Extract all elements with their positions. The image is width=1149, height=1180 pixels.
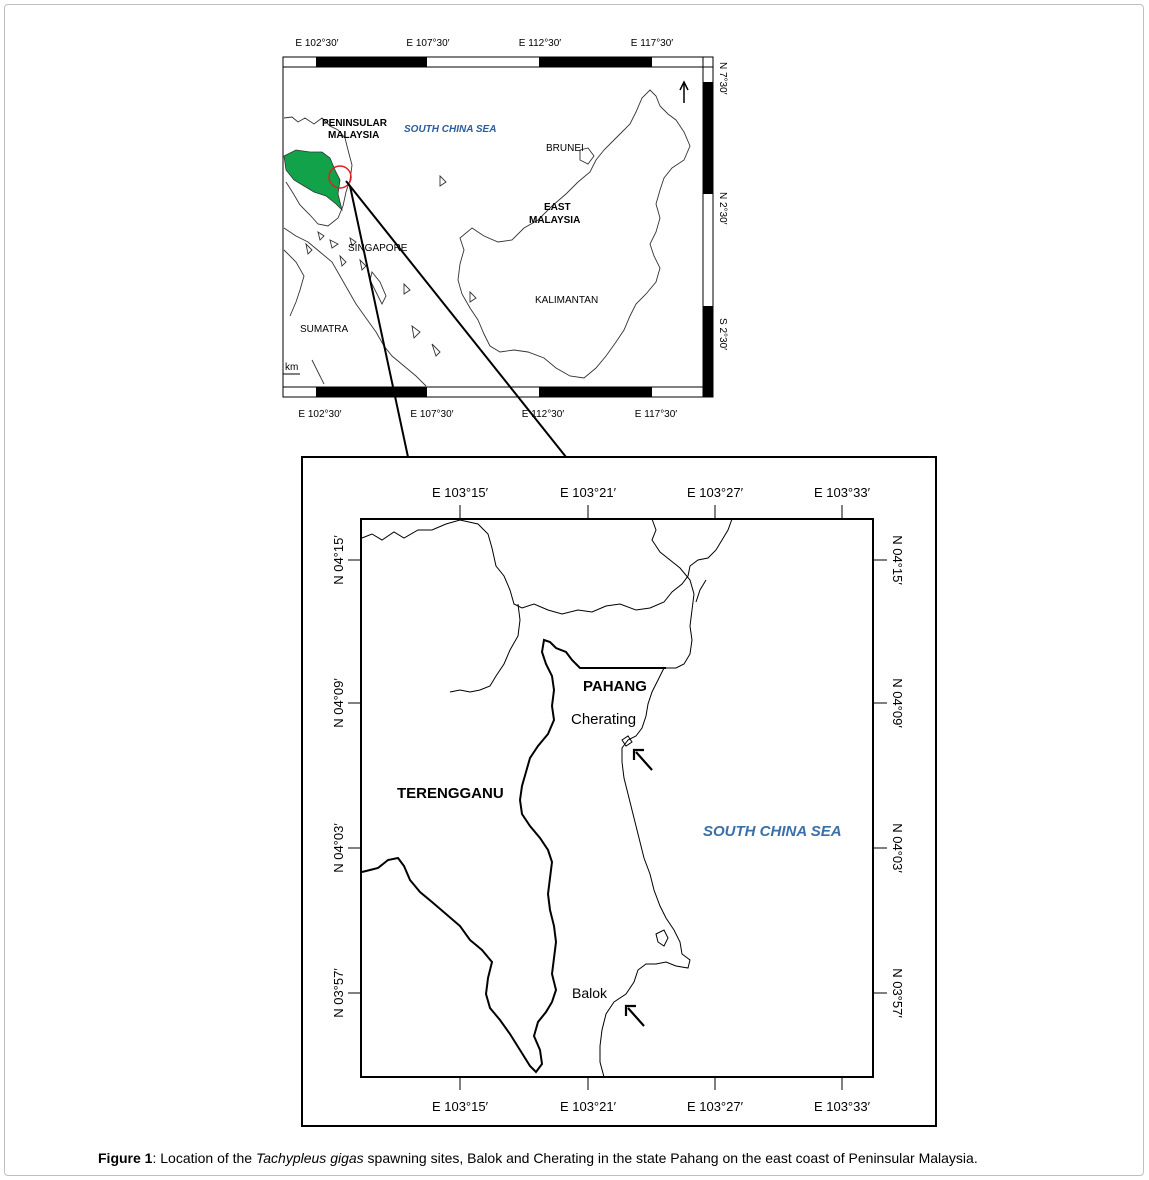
detail-map (302, 457, 936, 1126)
map-label-cherating: Cherating (571, 711, 637, 728)
caption-text: : Location of the (152, 1150, 256, 1166)
cherating-arrow-icon (634, 750, 652, 770)
detail-right-tick: N 04°15′ (890, 535, 905, 585)
detail-left-tick: N 04°09′ (331, 678, 346, 728)
scale-bar (539, 57, 652, 67)
map-label-east-malaysia: MALAYSIA (529, 215, 581, 226)
map-label-pahang: PAHANG (583, 678, 647, 695)
figure-caption (98, 1150, 1098, 1166)
detail-right-tick: N 04°09′ (890, 678, 905, 728)
scale-bar (703, 306, 713, 397)
map-label-terengganu: TERENGGANU (397, 785, 504, 802)
overview-bottom-tick: E 102°30′ (298, 409, 342, 420)
scale-bar (316, 57, 427, 67)
detail-top-tick: E 103°33′ (813, 485, 871, 500)
detail-left-tick: N 03°57′ (331, 968, 346, 1018)
state-boundaries (362, 640, 666, 1072)
scale-label: km (285, 362, 299, 373)
connector-line (350, 186, 408, 457)
detail-left-tick: N 04°03′ (331, 823, 346, 873)
map-label-south-china-sea: SOUTH CHINA SEA (404, 124, 497, 135)
pahang-highlight (284, 150, 342, 210)
overview-bottom-tick: E 117°30′ (634, 409, 678, 420)
caption-species: Tachypleus gigas (256, 1150, 364, 1166)
detail-top-tick: E 103°21′ (559, 485, 617, 500)
map-label-malaysia: MALAYSIA (328, 130, 380, 141)
detail-right-tick: N 04°03′ (890, 823, 905, 873)
overview-top-tick: E 102°30′ (295, 38, 339, 49)
overview-top-tick: E 117°30′ (630, 38, 674, 49)
overview-map (283, 38, 728, 420)
map-label-south-china-sea: SOUTH CHINA SEA (703, 823, 842, 840)
overview-right-tick: N 7°30′ (717, 62, 728, 95)
overview-frame (283, 57, 713, 397)
caption-figure-label: Figure 1 (98, 1150, 153, 1166)
detail-top-tick: E 103°15′ (431, 485, 489, 500)
detail-bottom-tick: E 103°27′ (686, 1099, 744, 1114)
detail-left-tick: N 04°15′ (331, 535, 346, 585)
map-label-kalimantan: KALIMANTAN (535, 295, 599, 306)
overview-top-tick: E 112°30′ (518, 38, 562, 49)
scale-bar (316, 387, 427, 397)
balok-arrow-icon (626, 1006, 644, 1026)
map-label-sumatra: SUMATRA (300, 324, 349, 335)
detail-bottom-tick: E 103°15′ (431, 1099, 489, 1114)
detail-right-tick: N 03°57′ (890, 968, 905, 1018)
overview-top-tick: E 107°30′ (406, 38, 450, 49)
overview-right-tick: S 2°30′ (717, 318, 728, 351)
scale-bar (539, 387, 652, 397)
caption-text: spawning sites, Balok and Cherating in the state Pahang on the east coast of Peninsular Malaysia. (363, 1150, 978, 1166)
map-label-brunei: BRUNEI (546, 143, 584, 154)
map-label-east: EAST (544, 202, 571, 213)
overview-bottom-tick: E 112°30′ (521, 409, 565, 420)
detail-bottom-tick: E 103°21′ (559, 1099, 617, 1114)
detail-bottom-tick: E 103°33′ (813, 1099, 871, 1114)
scale-bar (703, 82, 713, 194)
map-label-balok: Balok (572, 985, 608, 1001)
overview-bottom-tick: E 107°30′ (410, 409, 454, 420)
overview-right-tick: N 2°30′ (717, 192, 728, 225)
north-arrow-icon (680, 82, 688, 103)
map-label-singapore: SINGAPORE (348, 243, 408, 254)
detail-top-tick: E 103°27′ (686, 485, 744, 500)
map-label-peninsular: PENINSULAR (322, 118, 388, 129)
